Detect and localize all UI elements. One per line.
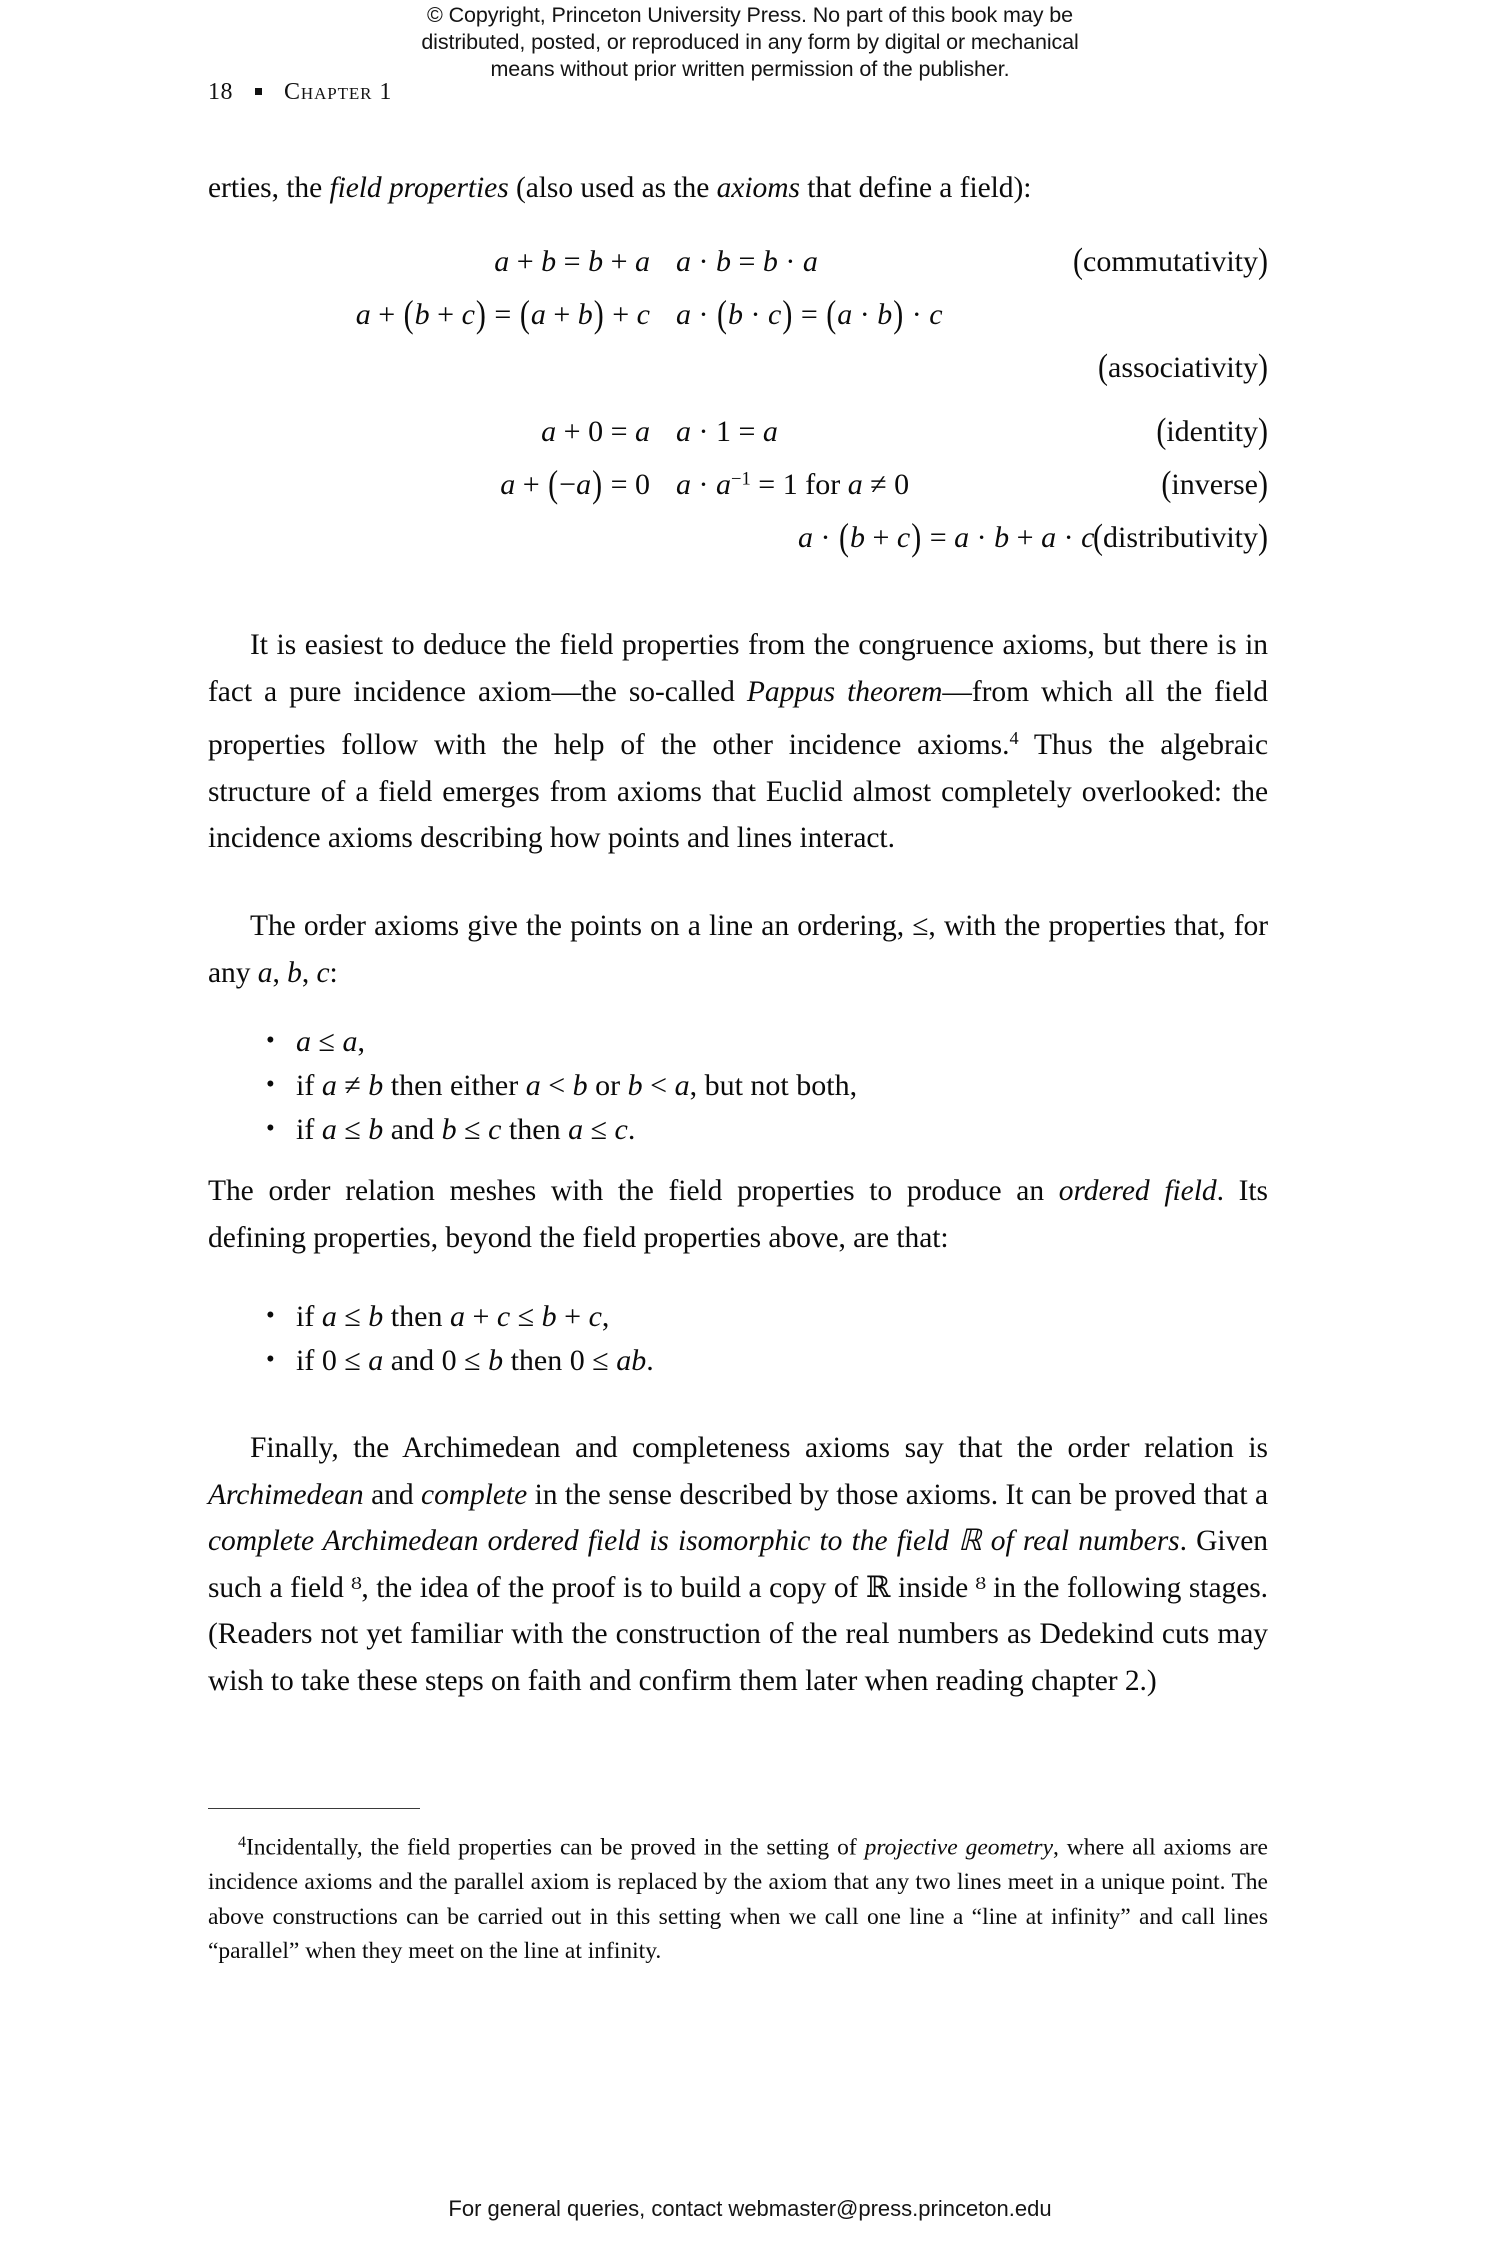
footnote-block — [208, 1826, 1268, 1969]
footnote-rule — [208, 1808, 420, 1809]
list-item: • a ≤ a, — [208, 1020, 1268, 1064]
equation-left-commutativity: a + b = b + a — [494, 245, 650, 278]
footnote-reference-4[interactable]: 4 — [1009, 728, 1019, 748]
p2-text-a: The order axioms give the points on a line an ordering, ≤, with the properties that, for any — [208, 910, 1268, 989]
p4-text-c: in the sense described by those axioms. It can be proved that a — [527, 1478, 1269, 1511]
list-item: • if a ≤ b and b ≤ c then a ≤ c. — [208, 1108, 1268, 1152]
copyright-line-3: means without prior written permission of the publisher. — [490, 57, 1010, 81]
page-number: 18 — [208, 79, 233, 105]
p4-text-a: Finally, the Archimedean and completeness axioms say that the order relation is — [250, 1432, 1268, 1464]
equation-right-commutativity: a · b = b · a — [676, 245, 818, 278]
footnote-marker-4: 4 — [238, 1834, 246, 1851]
lead-text-3: that define a field): — [799, 172, 1032, 204]
paragraph-order-axioms — [208, 903, 1268, 996]
fn-italic-projective-geometry: projective geometry — [864, 1834, 1054, 1861]
equation-label-distributivity: (distributivity) — [1092, 517, 1268, 558]
list-item: • if 0 ≤ a and 0 ≤ b then 0 ≤ ab. — [208, 1339, 1268, 1383]
lead-text-2: (also used as the — [508, 172, 717, 204]
equation-left-inverse: a + (−a) = 0 — [500, 463, 650, 506]
p3-italic-ordered-field: ordered field — [1058, 1175, 1217, 1207]
paragraph-2-block — [208, 903, 1268, 996]
order-axioms-list — [208, 1020, 1268, 1152]
p4-text-d: . Given such a field ᴽ, the idea of the proof is to build a copy of ℝ inside ᴽ in the following stages. (Readers not yet familiar with the construction of the real numbers as Dedekind cuts may wish to take these steps on faith and confirm them later when reading chapter 2.) — [208, 1525, 1268, 1697]
p2-var-c: c — [316, 956, 330, 989]
equation-row-associativity-label — [208, 347, 1268, 404]
equation-label-identity: (identity) — [1156, 411, 1268, 452]
equation-right-inverse: $a \cdot a^{-1} = 1$ for a ≠ 0 — [676, 468, 910, 501]
ordered-field-list — [208, 1295, 1268, 1383]
square-bullet-icon — [255, 88, 262, 95]
equation-row-distributivity — [208, 516, 1268, 574]
footnote-text — [208, 1826, 1268, 1969]
p1-italic-pappus-theorem: Pappus theorem — [746, 675, 943, 708]
lead-paragraph — [208, 165, 1268, 212]
paragraph-congruence-axioms — [208, 622, 1268, 862]
list-item: • if a ≤ b then a + c ≤ b + c, — [208, 1295, 1268, 1339]
lead-text-1: erties, the — [208, 172, 330, 204]
p1-text-c: Thus the algebraic structure of a field emerges from axioms that Euclid almost completely overlooked: the incidence axioms describing how points and lines interact. — [208, 729, 1268, 855]
field-properties-equations — [208, 241, 1268, 574]
footer-contact-text: For general queries, contact webmaster@press.princeton.edu — [448, 2196, 1052, 2221]
p3-text-b: . Its defining properties, beyond the field properties above, are that: — [208, 1175, 1268, 1254]
p2-text-c: , — [301, 956, 317, 989]
paragraph-archimedean — [208, 1425, 1268, 1704]
paragraph-4-block — [208, 1425, 1268, 1704]
equation-right-identity: a · 1 = a — [676, 415, 778, 448]
equation-right-distributivity: a · (b + c) = a · b + a · c — [798, 516, 1095, 559]
equation-label-inverse: (inverse) — [1161, 464, 1268, 505]
lead-italic-field-properties: field properties — [329, 172, 509, 204]
p3-text-a: The order relation meshes with the field properties to produce an — [208, 1175, 1059, 1207]
p4-text-b: and — [363, 1478, 422, 1511]
p4-italic-archimedean: Archimedean — [208, 1478, 364, 1511]
p2-var-a: a — [257, 956, 273, 989]
chapter-title: Chapter 1 — [284, 79, 393, 105]
lead-paragraph-block — [208, 165, 1268, 212]
p1-text-a: It is easiest to deduce the field properties from the congruence axioms, but there is in fact a pure incidence axiom—the so-called — [208, 629, 1268, 708]
equation-left-associativity: a + (b + c) = (a + b) + c — [355, 293, 650, 336]
list-item: • if a ≠ b then either a < b or b < a, but not both, — [208, 1064, 1268, 1108]
p2-var-b: b — [287, 956, 302, 989]
equation-right-associativity: a · (b · c) = (a · b) · c — [676, 293, 943, 336]
p4-italic-complete-archimedean: complete Archimedean ordered field is isomorphic to the field ℝ of real numbers — [208, 1525, 1180, 1557]
equation-left-identity: a + 0 = a — [541, 415, 650, 448]
ordered-field-list-block — [208, 1295, 1268, 1383]
p2-text-b: , — [272, 956, 288, 989]
equation-label-commutativity: (commutativity) — [1073, 241, 1268, 282]
page-footer — [0, 2196, 1500, 2222]
equation-row-associativity — [208, 293, 1268, 351]
paragraph-3-block — [208, 1168, 1268, 1261]
p2-text-d: : — [329, 956, 338, 989]
fn-text-b: , where all axioms are incidence axioms and the parallel axiom is replaced by the axiom that any two lines meet in a unique point. The above constructions can be carried out in this setting when we call one line a “line at infinity” and call lines “parallel” when they meet on the line at infinity. — [208, 1834, 1268, 1965]
equation-row-commutativity — [208, 241, 1268, 298]
paragraph-1-block — [208, 622, 1268, 862]
running-head — [208, 79, 392, 106]
order-axioms-list-block — [208, 1020, 1268, 1152]
paragraph-ordered-field — [208, 1168, 1268, 1261]
equation-row-inverse — [208, 463, 1268, 521]
p4-italic-complete: complete — [421, 1478, 528, 1511]
equation-row-identity — [208, 411, 1268, 468]
copyright-line-2: distributed, posted, or reproduced in any form by digital or mechanical — [421, 30, 1079, 54]
fn-text-a: Incidentally, the field properties can be proved in the setting of — [245, 1834, 865, 1861]
copyright-notice — [310, 2, 1190, 83]
p1-text-b: —from which all the field properties follow with the help of the other incidence axioms. — [208, 675, 1268, 762]
lead-italic-axioms: axioms — [716, 172, 800, 204]
copyright-line-1: © Copyright, Princeton University Press. No part of this book may be — [427, 3, 1073, 27]
equation-label-associativity: (associativity) — [1098, 347, 1268, 388]
